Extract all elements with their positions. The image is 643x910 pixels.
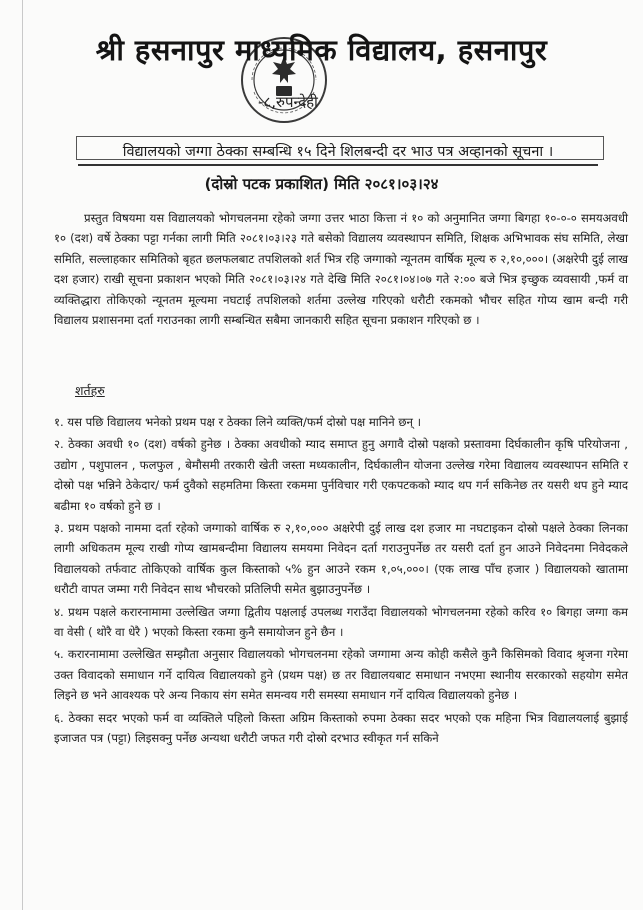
term-item: १. यस पछि विद्यालय भनेको प्रथम पक्ष र ठेक्का लिने व्यक्ति/फर्म दोस्रो पक्ष मानिने छन् । bbox=[54, 415, 422, 429]
term-item: २. ठेक्का अवधी १० (दश) वर्षको हुनेछ । ठेक्का अवधीको म्याद समाप्त हुनु अगावै दोस्रो पक्षको प्रस्तावमा दिर्घकालीन कृषि परियोजना , उद्योग , पशुपालन , फलफुल , बेमौसमी तरकारी खेती जस्ता मध्यकालीन, दिर्घकालीन योजना उल्लेख गरेमा विद्यालय व्यवस्थापन समिति र दोस्रो पक्ष भन्निने ठेकेदार/ फर्म दुवैको सहमतिमा किस्ता रकममा पुर्नविचार गरी एकपटकको म्याद थप गर्न सकिनेछ तर यसरी थप हुने म्याद बढीमा १० वर्षको हुने छ । bbox=[54, 437, 628, 513]
school-name-heading: श्री हसनापुर माध्यमिक विद्यालय, हसनापुर bbox=[95, 33, 548, 67]
intro-paragraph: प्रस्तुत विषयमा यस विद्यालयको भोगचलनमा रहेको जग्गा उत्तर भाठा कित्ता नं १० को अनुमानित जग्गा बिगहा १०-०-० समयअवधी १० (दश) वर्षे ठेक्का पट्टा गर्नका लागी मिति २०८१।०३।२३ गते बसेको विद्यालय व्यवस्थापन समिति, शिक्षक अभिभावक संघ समिति, लेखा समिति, सल्लाहकार समितिको बृहत छलफलबाट तपशिलको शर्त भित्र रहि जग्गाको न्यूनतम वार्षिक मूल्य रु २,१०,०००। (अक्षरेपी दुई लाख दश हजार) राखी सूचना प्रकाशन भएको मिति २०८१।०३।२४ गते देखि मिति २०८१।०४।०७ गते २:०० बजे भित्र इच्छुक व्यवसायी ,फर्म वा व्यक्तिद्धारा तोकिएको न्यूनतम मूल्यमा नघटाई तपशिलको शर्तमा उल्लेख गरिएको धरौटी रकमको भौचर सहित गोप्य खाम बन्दी गरी विद्यालय प्रशासनमा दर्ता गराउनका लागी सम्बन्धित सबैमा जानकारी सहित सूचना प्रकाशन गरिएको छ । bbox=[54, 211, 628, 328]
term-item: ६. ठेक्का सदर भएको फर्म वा व्यक्तिले पहिलो किस्ता अग्रिम किस्ताको रुपमा ठेक्का सदर भएको एक महिना भित्र विद्यालयलाई बुझाई इजाजत पत्र (पट्टा) लिइसक्नु पर्नेछ अन्यथा धरौटी जफत गरी दोस्रो दरभाउ स्वीकृत गर्न सकिने bbox=[54, 710, 628, 746]
notice-title: विद्यालयको जग्गा ठेक्का सम्बन्धि १५ दिने शिलबन्दी दर भाउ पत्र अव्हानको सूचना । bbox=[78, 138, 598, 166]
school-address: -८,रुपन्देही bbox=[258, 93, 318, 111]
term-item: ४. प्रथम पक्षले करारनामामा उल्लेखित जग्गा द्वितीय पक्षलाई उपलब्ध गराउँदा विद्यालयको भोगचलनमा रहेको करिव १० बिगहा जग्गा कम वा वेसी ( थोरै वा धेरै ) भएको किस्ता रकमा कुनै समायोजन हुने छैन । bbox=[54, 604, 628, 640]
terms-list bbox=[54, 412, 628, 749]
term-item: ५. करारनामामा उल्लेखित सम्झौता अनुसार विद्यालयको भोगचलनमा रहेको जग्गामा अन्य कोही कसैले कुनै किसिमको विवाद श्रृजना गरेमा उक्त विवादको समाधान गर्ने दायित्व विद्यालयको हुने (प्रथम पक्ष) छ तर विद्यालयबाट समाधान नभएमा स्थानीय सरकारको सहयोग समेत लिइने छ भने आवश्यक परे अन्य निकाय संग समेत समन्वय गरी समस्या समाधान गर्ने दायित्व विद्यालयको हुनेछ । bbox=[54, 647, 628, 703]
publication-date-subtitle: (दोस्रो पटक प्रकाशित) मिति २०८१।०३।२४ bbox=[204, 175, 439, 193]
scan-edge-line bbox=[22, 0, 23, 910]
conditions-heading: शर्तहरु bbox=[75, 383, 105, 398]
term-item: ३. प्रथम पक्षको नाममा दर्ता रहेको जग्गाको वार्षिक रु २,१०,००० अक्षरेपी दुई लाख दश हजार मा नघटाइकन दोस्रो पक्षले ठेक्का लिनका लागी अधिकतम मूल्य राखी गोप्य खामबन्दीमा विद्यालय समयमा निवेदन दर्ता गराउनुपर्नेछ तर यसरी दर्ता हुन आउने निवेदनमा निवेदकले विद्यालयको तर्फवाट तोकिएको वार्षिक कुल किस्ताको ५% हुन आउने रकम १,०५,०००। (एक लाख पाँच हजार ) विद्यालयको खातामा धरौटी वापत जम्मा गरी निवेदन साथ भौचरको प्रतिलिपी समेत बुझाउनुपर्नेछ । bbox=[54, 521, 628, 597]
